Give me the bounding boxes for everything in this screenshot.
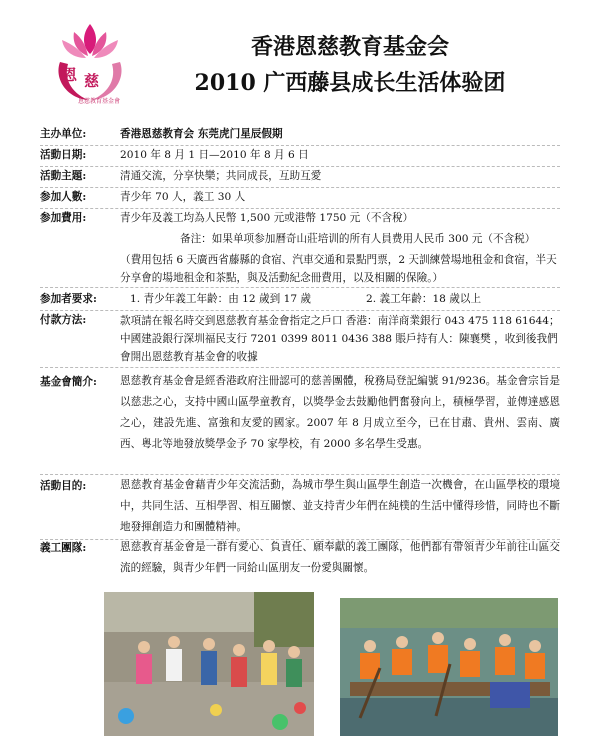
payment-label: 付款方法: [40, 314, 87, 326]
volunteers-label: 義工團隊: [40, 542, 87, 554]
photo-rafting [340, 598, 558, 736]
requirements-label: 参加者要求: [40, 293, 97, 305]
foundation-text: 恩慈教育基金會是經香港政府注冊認可的慈善團體，稅務局登記編號 91/9236。基金會宗旨是以慈悲之心，支持中國山區學童教育，以獎學金去鼓勵他們奮發向上，積極學習，並傳達感恩之心，建設先進、富強和友愛的國家。2007 年 8 月成立至今，已在甘肅、貴州、雲南、廣西、粵北等地發放獎學金予 70 家學校，有 2000 多名學生受惠。 [120, 375, 560, 450]
date-label: 活動日期: [40, 149, 87, 161]
fee-details: （費用包括 6 天廣西省藤縣的食宿、汽車交通和景點門票，2 天訓練營場地租金和食宿，半天分享會的場地租金和茶點，與及活動紀念冊費用，以及相關的保險。） [120, 254, 557, 284]
fee-value: 青少年及義工均為人民幣 1,500 元或港幣 1750 元（不含稅） [120, 212, 414, 224]
fee-label: 参加費用: [40, 212, 87, 224]
volunteers-text: 恩慈教育基金會是一群有愛心、負責任、願奉獻的義工團隊，他們都有帶領青少年前往山區交流的經驗，與青少年們一同給山區朋友一份愛與關懷。 [120, 541, 560, 574]
divider [40, 187, 560, 188]
fee-note: 备注：如果单项参加曆奇山莊培训的所有人員费用人民币 300 元（不含税） [180, 233, 536, 245]
page-title: 香港恩慈教育基金会 [250, 34, 449, 60]
requirement-2: 2. 義工年齡：18 歲以上 [366, 293, 482, 305]
purpose-label: 活動目的: [40, 480, 87, 492]
children-playing-photo-icon [104, 592, 314, 736]
requirement-1: 1. 青少年義工年齡：由 12 歲到 17 歲 [130, 293, 312, 305]
photo-children-playing [104, 592, 314, 736]
foundation-label: 基金會簡介: [40, 376, 97, 388]
participants-value: 青少年 70 人，義工 30 人 [120, 191, 246, 203]
theme-label: 活動主題: [40, 170, 87, 182]
divider [40, 367, 560, 368]
divider [40, 310, 560, 311]
logo-tagline: 恩慈教育基金會 [78, 98, 121, 105]
divider [40, 166, 560, 167]
rafting-photo-icon [340, 598, 558, 736]
payment-value: 款項請在報名時交到恩慈教育基金會指定之戶口 香港：南洋商業銀行 043 475 118 61644；中國建設銀行深圳福民支行 7201 0399 8011 0436 388 賬戶持有人：陳襄樊 ，收到後我們會開出恩慈教育基金會的收據 [120, 315, 560, 363]
divider [40, 145, 560, 146]
theme-value: 清通交流，分享快樂；共同成長，互助互愛 [120, 170, 322, 182]
organizer-label: 主办单位: [40, 128, 87, 140]
divider [40, 208, 560, 209]
participants-label: 参加人數: [40, 191, 87, 203]
purpose-text: 恩慈教育基金會藉青少年交流活動，為城市學生與山區學生創造一次機會，在山區學校的環境中，共同生活、互相學習、相互關懷、並支持青少年們在純樸的生活中懂得珍惜，同時也不斷地發揮創造力和團體精神。 [120, 479, 560, 533]
organizer-value: 香港恩慈教育会 东莞虎门星辰假期 [120, 128, 283, 140]
date-value: 2010 年 8 月 1 日—2010 年 8 月 6 日 [120, 149, 309, 161]
logo-char-1: 恩 [62, 66, 78, 84]
divider [40, 287, 560, 288]
foundation-logo [40, 18, 140, 110]
logo-char-2: 慈 [84, 72, 100, 90]
page-subtitle: 2010 广西藤县成长生活体验团 [194, 70, 506, 96]
